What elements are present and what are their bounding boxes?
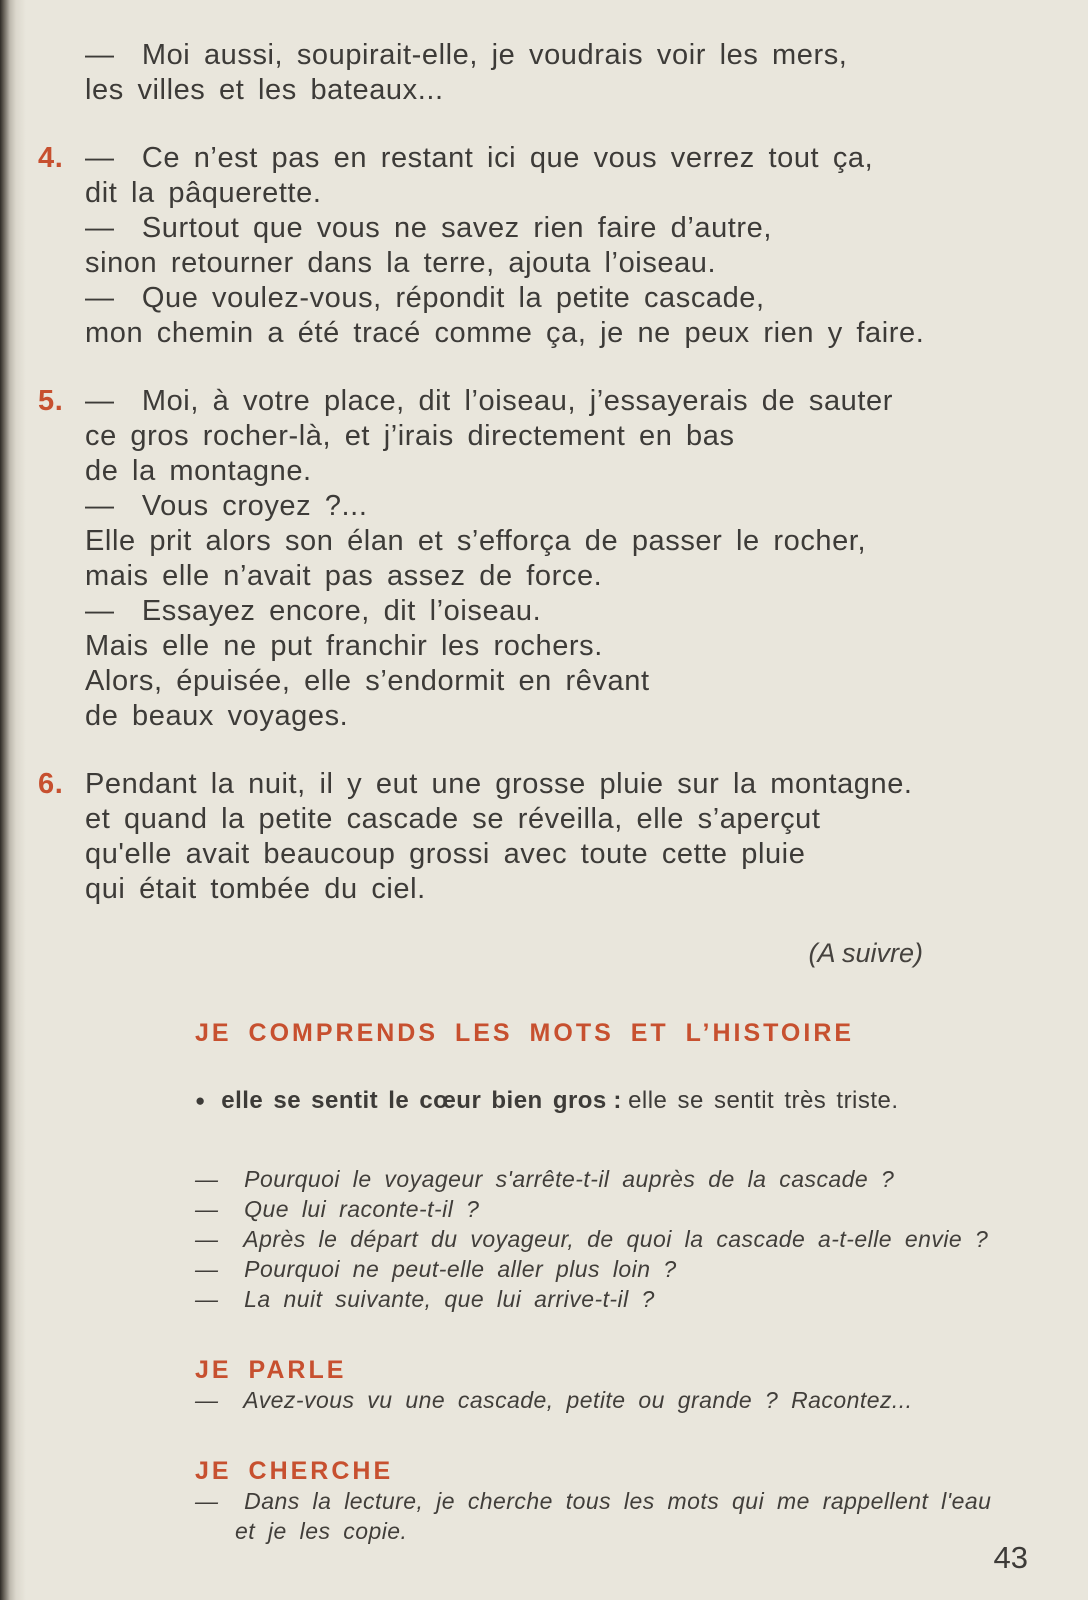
exercise-section: [195, 1457, 1018, 1546]
story-line: — Vous croyez ?...: [85, 490, 368, 522]
story-line: de beaux voyages.: [85, 700, 349, 732]
vocab-entry: [195, 1086, 1018, 1116]
story-line: — Que voulez-vous, répondit la petite cascade,: [85, 282, 765, 314]
paragraph-number: 4.: [38, 142, 64, 174]
story-line: — Surtout que vous ne savez rien faire d’autre,: [85, 212, 773, 244]
story-line: dit la pâquerette.: [85, 177, 322, 209]
story-line: mon chemin a été tracé comme ça, je ne peux rien y faire.: [85, 317, 925, 349]
story-paragraph: [38, 141, 1028, 351]
paragraph-number: 6.: [38, 768, 64, 800]
vocab-separator: :: [606, 1087, 629, 1114]
story-line: qu'elle avait beaucoup grossi avec toute cette pluie: [85, 838, 806, 870]
question-item: — Pourquoi le voyageur s'arrête-t-il auprès de la cascade ?: [195, 1166, 895, 1192]
paragraph-lines: [85, 141, 1028, 351]
question-item: — Après le départ du voyageur, de quoi la cascade a-t-elle envie ?: [195, 1226, 989, 1252]
paragraph-lines: [85, 767, 1028, 907]
story-paragraph: [38, 384, 1028, 734]
story-line: — Ce n’est pas en restant ici que vous verrez tout ça,: [85, 142, 874, 174]
question-item: — Avez-vous vu une cascade, petite ou grande ? Racontez...: [195, 1387, 913, 1413]
story-line: et quand la petite cascade se réveilla, elle s’aperçut: [85, 803, 821, 835]
question-list: [195, 1385, 1018, 1415]
story-line: — Moi, à votre place, dit l’oiseau, j’essayerais de sauter: [85, 385, 893, 417]
question-item: — Dans la lecture, je cherche tous les mots qui me rappellent l'eau et je les copie.: [195, 1488, 1005, 1544]
exercise-section: [195, 1356, 1018, 1415]
to-be-continued: (A suivre): [808, 938, 923, 968]
story-line: Mais elle ne put franchir les rochers.: [85, 630, 603, 662]
story-line: — Essayez encore, dit l’oiseau.: [85, 595, 542, 627]
paragraph-lines: [85, 38, 1028, 108]
exercise-section: [195, 1019, 1018, 1314]
question-item: — Que lui raconte-t-il ?: [195, 1196, 480, 1222]
vocab-definition: elle se sentit très triste.: [628, 1087, 899, 1114]
bullet-icon: ●: [195, 1091, 206, 1110]
question-item: — La nuit suivante, que lui arrive-t-il ?: [195, 1286, 655, 1312]
story-paragraph: [85, 38, 1028, 108]
story-line: Alors, épuisée, elle s’endormit en rêvant: [85, 665, 650, 697]
paragraph-lines: [85, 384, 1028, 734]
paragraph-number: 5.: [38, 385, 64, 417]
story-line: Pendant la nuit, il y eut une grosse pluie sur la montagne.: [85, 768, 913, 800]
exercise-sections: [195, 1019, 1018, 1546]
section-heading: JE PARLE: [195, 1356, 347, 1384]
story-line: de la montagne.: [85, 455, 312, 487]
story-line: sinon retourner dans la terre, ajouta l’oiseau.: [85, 247, 717, 279]
vocab-term: elle se sentit le cœur bien gros: [221, 1087, 607, 1114]
story-paragraph: [38, 767, 1028, 907]
story-line: Elle prit alors son élan et s’efforça de passer le rocher,: [85, 525, 867, 557]
section-heading: JE COMPRENDS LES MOTS ET L’HISTOIRE: [195, 1019, 855, 1047]
section-heading: JE CHERCHE: [195, 1457, 394, 1485]
question-item: — Pourquoi ne peut-elle aller plus loin ?: [195, 1256, 677, 1282]
story-line: — Moi aussi, soupirait-elle, je voudrais voir les mers,: [85, 39, 848, 71]
story-line: les villes et les bateaux...: [85, 74, 444, 106]
story-line: qui était tombée du ciel.: [85, 873, 426, 905]
story-text: [38, 38, 1028, 907]
story-line: ce gros rocher-là, et j’irais directement en bas: [85, 420, 735, 452]
page-number: 43: [993, 1540, 1028, 1575]
question-list: [195, 1486, 1018, 1546]
story-line: mais elle n’avait pas assez de force.: [85, 560, 603, 592]
question-list: [195, 1164, 1018, 1314]
